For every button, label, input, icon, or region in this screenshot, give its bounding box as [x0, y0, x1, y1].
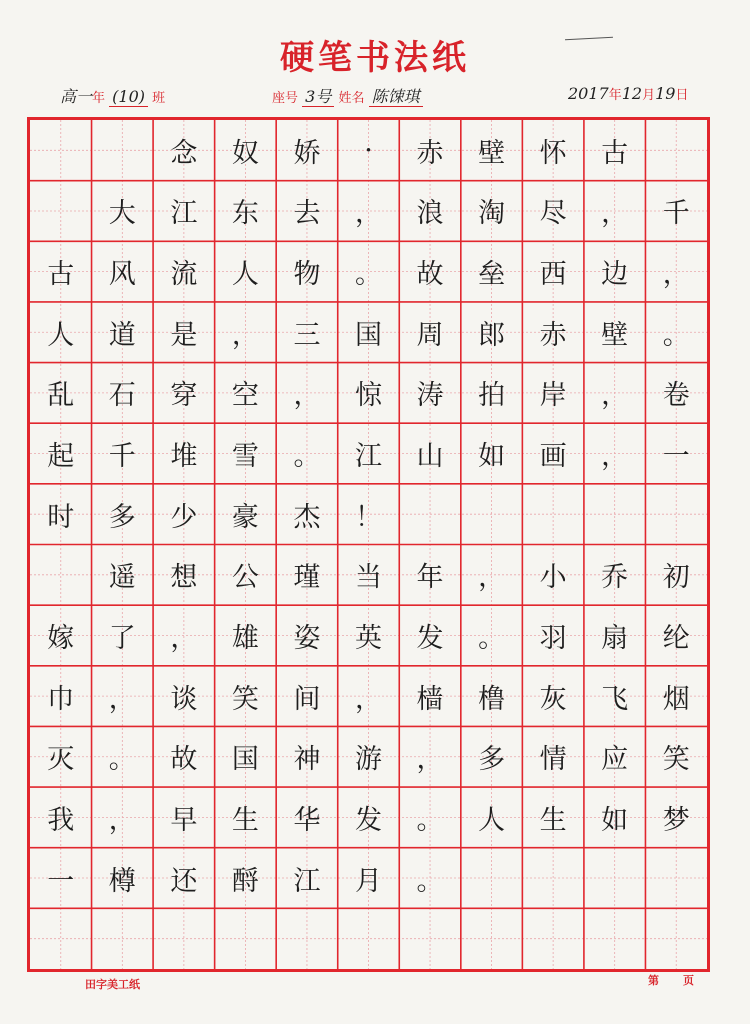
page-title: 硬笔书法纸 [280, 38, 470, 78]
page-label-left: 第 [648, 974, 659, 987]
poem-character: 古 [601, 137, 629, 169]
poem-character: 灰 [539, 683, 567, 715]
poem-character: 赤 [416, 137, 444, 169]
poem-character: 。 [108, 744, 136, 776]
poem-character: 乱 [47, 380, 75, 412]
poem-character: 是 [170, 319, 198, 351]
poem-character: 烟 [662, 683, 690, 715]
poem-character: 巾 [47, 683, 75, 715]
poem-character: 石 [108, 380, 136, 412]
poem-character: 早 [170, 804, 198, 836]
poem-character: 如 [601, 804, 629, 836]
poem-character: 应 [601, 744, 629, 776]
poem-character: 时 [47, 501, 75, 533]
poem-character: 穿 [170, 380, 198, 412]
poem-character: 豪 [231, 501, 259, 533]
poem-character: 国 [354, 319, 382, 351]
poem-character: 空 [231, 380, 259, 412]
month-value: 12 [621, 84, 643, 103]
poem-character: ！ [354, 501, 382, 533]
poem-character: ， [662, 259, 690, 291]
poem-character: 年 [416, 562, 444, 594]
poem-character: ， [108, 683, 136, 715]
poem-character: 西 [539, 259, 567, 291]
poem-character: 生 [539, 804, 567, 836]
poem-character: 岸 [539, 380, 567, 412]
poem-character: 道 [108, 319, 136, 351]
poem-character: 一 [47, 865, 75, 897]
class-label: 班 [152, 91, 166, 106]
year-value: 2017 [568, 84, 609, 103]
grade-value: 高一 [60, 87, 93, 106]
poem-character: 。 [416, 804, 444, 836]
day-label: 日 [675, 88, 689, 103]
poem-character: 公 [231, 562, 259, 594]
day-value: 19 [655, 84, 676, 103]
seat-value: 3号 [302, 87, 334, 107]
poem-character: 江 [354, 441, 382, 473]
poem-character: 遥 [108, 562, 136, 594]
poem-character: 樯 [416, 683, 444, 715]
poem-character: 雄 [231, 622, 259, 654]
month-label: 月 [642, 88, 656, 103]
poem-character: 神 [293, 744, 321, 776]
poem-character: ， [354, 198, 382, 230]
poem-character: 扇 [601, 622, 629, 654]
poem-character: 多 [108, 501, 136, 533]
poem-character: 英 [354, 622, 382, 654]
poem-character: 念 [170, 137, 198, 169]
poem-character: ， [231, 319, 259, 351]
poem-character: 纶 [662, 622, 690, 654]
poem-character: 发 [416, 622, 444, 654]
poem-character: 酹 [231, 865, 259, 897]
name-value: 陈𫗧琪 [369, 87, 423, 107]
grade-label: 年 [92, 91, 106, 106]
poem-character: 尽 [539, 198, 567, 230]
poem-character: 初 [662, 562, 690, 594]
poem-character: 故 [416, 259, 444, 291]
poem-character: 雪 [231, 441, 259, 473]
poem-character: 小 [539, 562, 567, 594]
poem-character: 杰 [293, 501, 321, 533]
poem-character: 大 [108, 198, 136, 230]
poem-character: 橹 [478, 683, 506, 715]
poem-character: 。 [478, 622, 506, 654]
poem-character: 赤 [539, 319, 567, 351]
poem-character: 嫁 [47, 622, 75, 654]
date-group [568, 84, 688, 103]
poem-character: 想 [170, 562, 198, 594]
poem-character: 画 [539, 441, 567, 473]
poem-character: 灭 [47, 744, 75, 776]
poem-character: 还 [170, 865, 198, 897]
poem-character: 多 [478, 744, 506, 776]
poem-character: ， [478, 562, 506, 594]
poem-character: 了 [108, 622, 136, 654]
poem-character: 卷 [662, 380, 690, 412]
poem-character: 拍 [478, 380, 506, 412]
poem-character: 千 [662, 198, 690, 230]
poem-character: 华 [293, 804, 321, 836]
poem-character: 谈 [170, 683, 198, 715]
poem-character: ， [601, 441, 629, 473]
page-number-label [648, 972, 694, 988]
poem-character: 当 [354, 562, 382, 594]
poem-character: 起 [47, 441, 75, 473]
poem-character: 少 [170, 501, 198, 533]
poem-character: ， [170, 622, 198, 654]
seat-name-group [272, 84, 423, 107]
poem-character: 。 [354, 259, 382, 291]
poem-character: 羽 [539, 622, 567, 654]
poem-character: 壁 [601, 319, 629, 351]
poem-character: 人 [47, 319, 75, 351]
poem-character: 情 [539, 744, 567, 776]
poem-character: 故 [170, 744, 198, 776]
poem-character: 物 [293, 259, 321, 291]
poem-character: 姿 [293, 622, 321, 654]
poem-character: 樽 [108, 865, 136, 897]
poem-character: 淘 [478, 198, 506, 230]
poem-character: ， [108, 804, 136, 836]
poem-character: 涛 [416, 380, 444, 412]
poem-character: ， [601, 198, 629, 230]
poem-character: 千 [108, 441, 136, 473]
year-label: 年 [608, 88, 622, 103]
poem-character: 郎 [478, 319, 506, 351]
poem-character: 我 [47, 804, 75, 836]
poem-character: 三 [293, 319, 321, 351]
poem-character: 流 [170, 259, 198, 291]
poem-character: 生 [231, 804, 259, 836]
grade-class-group [60, 84, 165, 107]
poem-character: 瑾 [293, 562, 321, 594]
header-info [0, 80, 750, 110]
poem-character: · [364, 134, 373, 166]
poem-character: 国 [231, 744, 259, 776]
poem-character: 发 [354, 804, 382, 836]
writing-grid [27, 117, 710, 972]
poem-character: 垒 [478, 259, 506, 291]
poem-character: 飞 [601, 683, 629, 715]
poem-character: 。 [662, 319, 690, 351]
seat-label: 座号 [272, 91, 299, 106]
poem-character: 堆 [170, 441, 198, 473]
poem-character: 游 [354, 744, 382, 776]
poem-character: 人 [478, 804, 506, 836]
poem-character: 惊 [354, 380, 382, 412]
poem-character: 古 [47, 259, 75, 291]
poem-character: 乔 [601, 562, 629, 594]
poem-character: ， [601, 380, 629, 412]
poem-character: 如 [478, 441, 506, 473]
page-label-right: 页 [683, 974, 694, 987]
poem-character: 娇 [293, 137, 321, 169]
poem-character: 奴 [231, 137, 259, 169]
paper-type-label: 田字美工纸 [85, 978, 140, 991]
poem-character: ， [293, 380, 321, 412]
poem-character: 笑 [662, 744, 690, 776]
poem-character: 山 [416, 441, 444, 473]
class-value: (10) [109, 87, 148, 107]
name-label: 姓名 [338, 91, 365, 106]
poem-character: 边 [601, 259, 629, 291]
poem-character: ， [416, 744, 444, 776]
poem-character: 浪 [416, 198, 444, 230]
poem-character: 人 [231, 259, 259, 291]
poem-character: 周 [416, 319, 444, 351]
poem-character: 去 [293, 198, 321, 230]
poem-character: ， [354, 683, 382, 715]
poem-character: 间 [293, 683, 321, 715]
poem-character: 东 [231, 198, 259, 230]
poem-character: 。 [416, 865, 444, 897]
poem-character: 月 [354, 865, 382, 897]
poem-character: 江 [170, 198, 198, 230]
poem-character: 笑 [231, 683, 259, 715]
poem-character: 梦 [662, 804, 690, 836]
poem-character: 怀 [539, 137, 567, 169]
poem-character: 。 [293, 441, 321, 473]
poem-character: 一 [662, 441, 690, 473]
poem-character: 风 [108, 259, 136, 291]
poem-character: 江 [293, 865, 321, 897]
poem-character: 壁 [478, 137, 506, 169]
